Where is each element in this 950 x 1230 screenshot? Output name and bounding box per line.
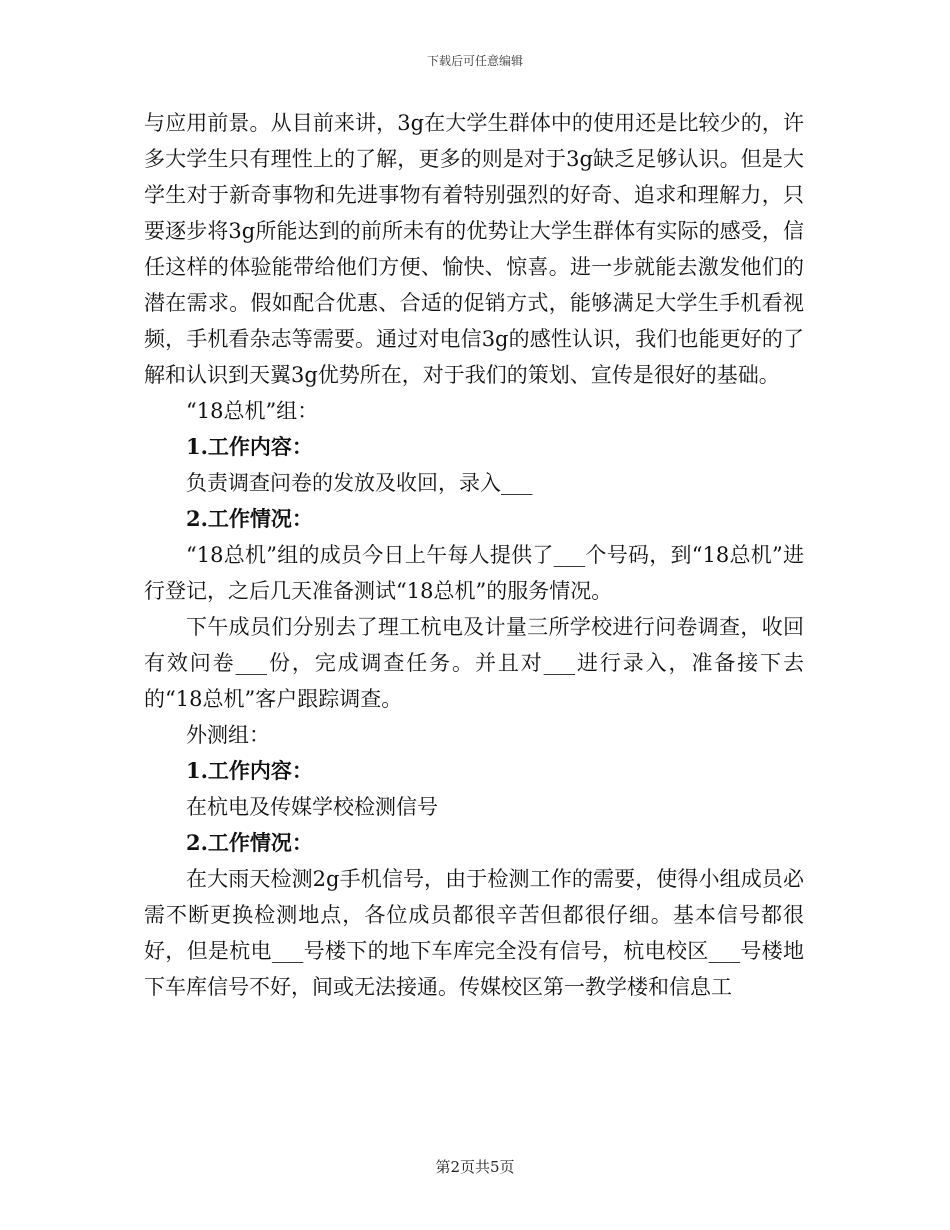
group1-work-content-text: 负责调查问卷的发放及收回，录入___ <box>186 471 533 495</box>
group2-heading-work-status: 2.工作情况： <box>186 830 313 855</box>
document-body <box>144 105 804 1005</box>
group2-heading-work-content: 1.工作内容： <box>186 758 313 783</box>
page-header: 下载后可任意编辑 <box>426 54 523 68</box>
group1-status-paragraph-1: “18总机”组的成员今日上午每人提供了___个号码，到“18总机”进行登记，之后几天准备测试“18总机”的服务情况。 <box>144 543 804 603</box>
group1-heading-work-content: 1.工作内容： <box>186 434 313 459</box>
group2-work-content-text: 在杭电及传媒学校检测信号 <box>186 795 438 819</box>
group-title-field-test: 外测组： <box>186 723 270 747</box>
group2-status-paragraph: 在大雨天检测2g手机信号，由于检测工作的需要，使得小组成员必需不断更换检测地点，各位成员都很辛苦但都很仔细。基本信号都很好，但是杭电___号楼下的地下车库完全没有信号，杭电校区___号楼地下车库信号不好，间或无法接通。传媒校区第一教学楼和信息工 <box>144 867 804 999</box>
group1-heading-work-status: 2.工作情况： <box>186 506 313 531</box>
group1-status-paragraph-2: 下午成员们分别去了理工杭电及计量三所学校进行问卷调查，收回有效问卷___份，完成调查任务。并且对___进行录入，准备接下去的“18总机”客户跟踪调查。 <box>144 615 804 711</box>
page-number: 第2页共5页 <box>435 1158 515 1176</box>
group-title-18-switchboard: “18总机”组： <box>186 399 319 423</box>
intro-paragraph: 与应用前景。从目前来讲，3g在大学生群体中的使用还是比较少的，许多大学生只有理性上的了解，更多的则是对于3g缺乏足够认识。但是大学生对于新奇事物和先进事物有着特别强烈的好奇、追求和理解力，只要逐步将3g所能达到的前所未有的优势让大学生群体有实际的感受，信任这样的体验能带给他们方便、愉快、惊喜。进一步就能去激发他们的潜在需求。假如配合优惠、合适的促销方式，能够满足大学生手机看视频，手机看杂志等需要。通过对电信3g的感性认识，我们也能更好的了解和认识到天翼3g优势所在，对于我们的策划、宣传是很好的基础。 <box>144 111 804 387</box>
